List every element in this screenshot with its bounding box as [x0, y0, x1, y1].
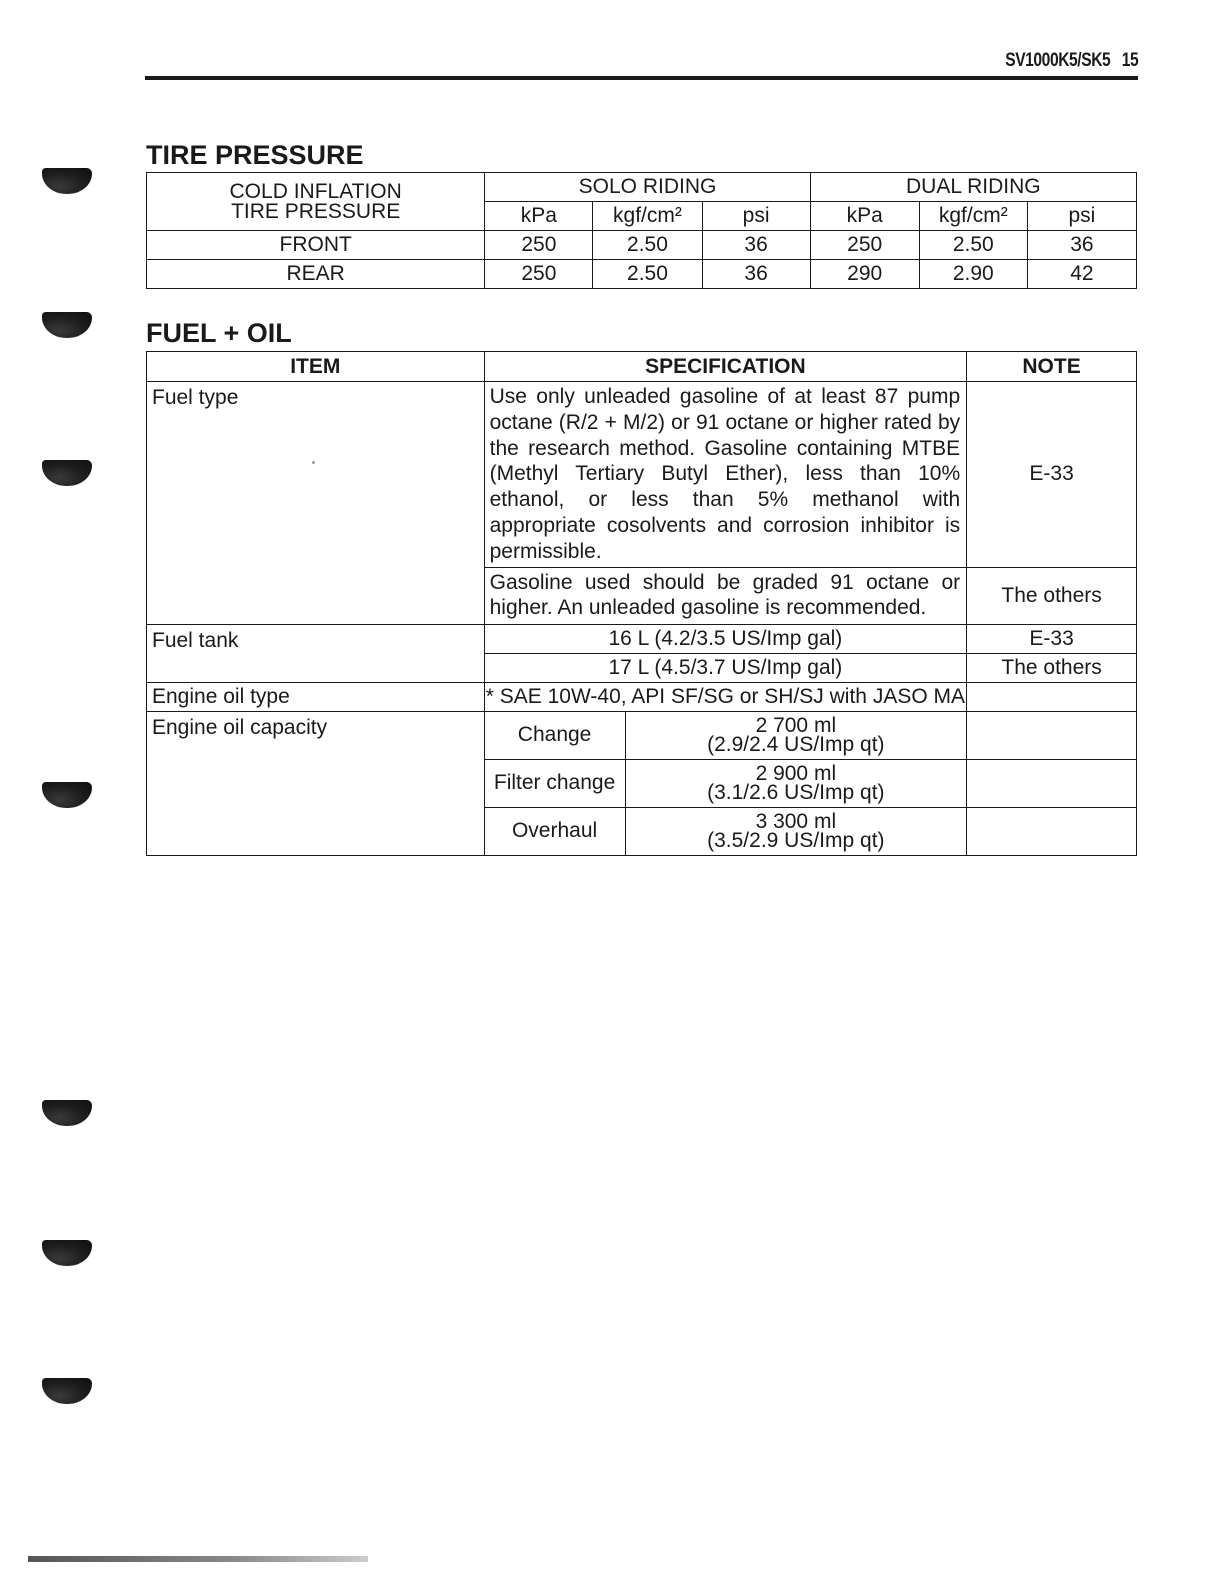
fuel-type-label: Fuel type: [147, 382, 485, 625]
empty-note: [967, 807, 1137, 855]
capacity-row-label: Overhaul: [484, 807, 625, 855]
capacity-value: [625, 807, 967, 855]
fuel-type-note: E-33: [967, 382, 1137, 568]
binder-tab: [42, 1378, 92, 1404]
fuel-tank-spec: 17 L (4.5/3.7 US/Imp gal): [484, 653, 967, 682]
label-line: COLD INFLATION: [229, 179, 402, 203]
empty-note: [967, 682, 1137, 711]
fuel-type-note: The others: [967, 567, 1137, 624]
fuel-oil-title: FUEL + OIL: [146, 318, 292, 348]
unit-cell: kPa: [810, 202, 919, 231]
capacity-ml: 2 900 ml: [755, 762, 837, 786]
tire-pressure-title: TIRE PRESSURE: [146, 140, 364, 170]
fuel-type-spec: Gasoline used should be graded 91 octane or higher. An unleaded gasoline is recommended.: [484, 567, 967, 624]
value-cell: 2.50: [593, 231, 702, 260]
binder-tab: [42, 168, 92, 194]
capacity-ml: 2 700 ml: [755, 714, 837, 738]
engine-oil-type-label: Engine oil type: [147, 682, 485, 711]
fuel-tank-label: Fuel tank: [147, 624, 485, 682]
value-cell: 2.50: [593, 260, 702, 289]
engine-oil-capacity-label: Engine oil capacity: [147, 711, 485, 855]
unit-cell: psi: [702, 202, 810, 231]
solo-riding-header: SOLO RIDING: [485, 173, 810, 202]
capacity-qt: (2.9/2.4 US/Imp qt): [707, 733, 885, 757]
note-header: NOTE: [967, 352, 1137, 382]
tire-pressure-table: [146, 172, 1137, 289]
tire-header-row: [147, 173, 1137, 202]
capacity-value: [625, 759, 967, 807]
fuel-tank-note: The others: [967, 653, 1137, 682]
engine-oil-type-spec: * SAE 10W-40, API SF/SG or SH/SJ with JASO MA: [484, 682, 967, 711]
row-label: REAR: [147, 260, 485, 289]
unit-cell: kgf/cm²: [593, 202, 702, 231]
cold-inflation-label: [147, 173, 485, 231]
capacity-row-label: Change: [484, 711, 625, 759]
fuel-header-row: [147, 352, 1137, 382]
value-cell: 250: [810, 231, 919, 260]
header-rule: [145, 76, 1138, 80]
table-row: [147, 711, 1137, 759]
table-row: [147, 231, 1137, 260]
capacity-qt: (3.1/2.6 US/Imp qt): [707, 781, 885, 805]
binder-tab: [42, 1100, 92, 1126]
table-row: [147, 260, 1137, 289]
bottom-edge-rule: [28, 1556, 368, 1562]
capacity-ml: 3 300 ml: [755, 810, 837, 834]
row-label: FRONT: [147, 231, 485, 260]
table-row: [147, 624, 1137, 653]
fuel-tank-spec: 16 L (4.2/3.5 US/Imp gal): [484, 624, 967, 653]
binder-tab: [42, 460, 92, 486]
value-cell: 36: [702, 231, 810, 260]
binder-tab: [42, 312, 92, 338]
page-header: [993, 50, 1138, 72]
unit-cell: kgf/cm²: [919, 202, 1027, 231]
item-header: ITEM: [147, 352, 485, 382]
binder-tab: [42, 1240, 92, 1266]
page-number: 15: [1121, 50, 1138, 71]
value-cell: 2.90: [919, 260, 1027, 289]
value-cell: 250: [485, 231, 593, 260]
table-row: [147, 682, 1137, 711]
value-cell: 290: [810, 260, 919, 289]
spec-header: SPECIFICATION: [484, 352, 967, 382]
table-row: [147, 382, 1137, 568]
value-cell: 42: [1027, 260, 1136, 289]
dual-riding-header: DUAL RIDING: [810, 173, 1136, 202]
value-cell: 2.50: [919, 231, 1027, 260]
capacity-qt: (3.5/2.9 US/Imp qt): [707, 829, 885, 853]
fuel-type-spec: Use only unleaded gasoline of at least 87 pump octane (R/2 + M/2) or 91 octane or higher rated by the research method. Gasoline containing MTBE (Methyl Tertiary Butyl Ether), less than 10% ethanol, or less than 5% methanol with appropriate cosolvents and corrosion inhibitor is permissible.: [484, 382, 967, 568]
capacity-row-label: Filter change: [484, 759, 625, 807]
unit-cell: kPa: [485, 202, 593, 231]
unit-cell: psi: [1027, 202, 1136, 231]
empty-note: [967, 711, 1137, 759]
value-cell: 36: [1027, 231, 1136, 260]
model-code: SV1000K5/SK5: [1004, 50, 1111, 71]
empty-note: [967, 759, 1137, 807]
fuel-tank-note: E-33: [967, 624, 1137, 653]
label-line: TIRE PRESSURE: [231, 199, 401, 223]
value-cell: 36: [702, 260, 810, 289]
capacity-value: [625, 711, 967, 759]
stray-mark: [312, 461, 315, 464]
value-cell: 250: [485, 260, 593, 289]
fuel-oil-table: [146, 351, 1137, 856]
binder-tab: [42, 782, 92, 808]
